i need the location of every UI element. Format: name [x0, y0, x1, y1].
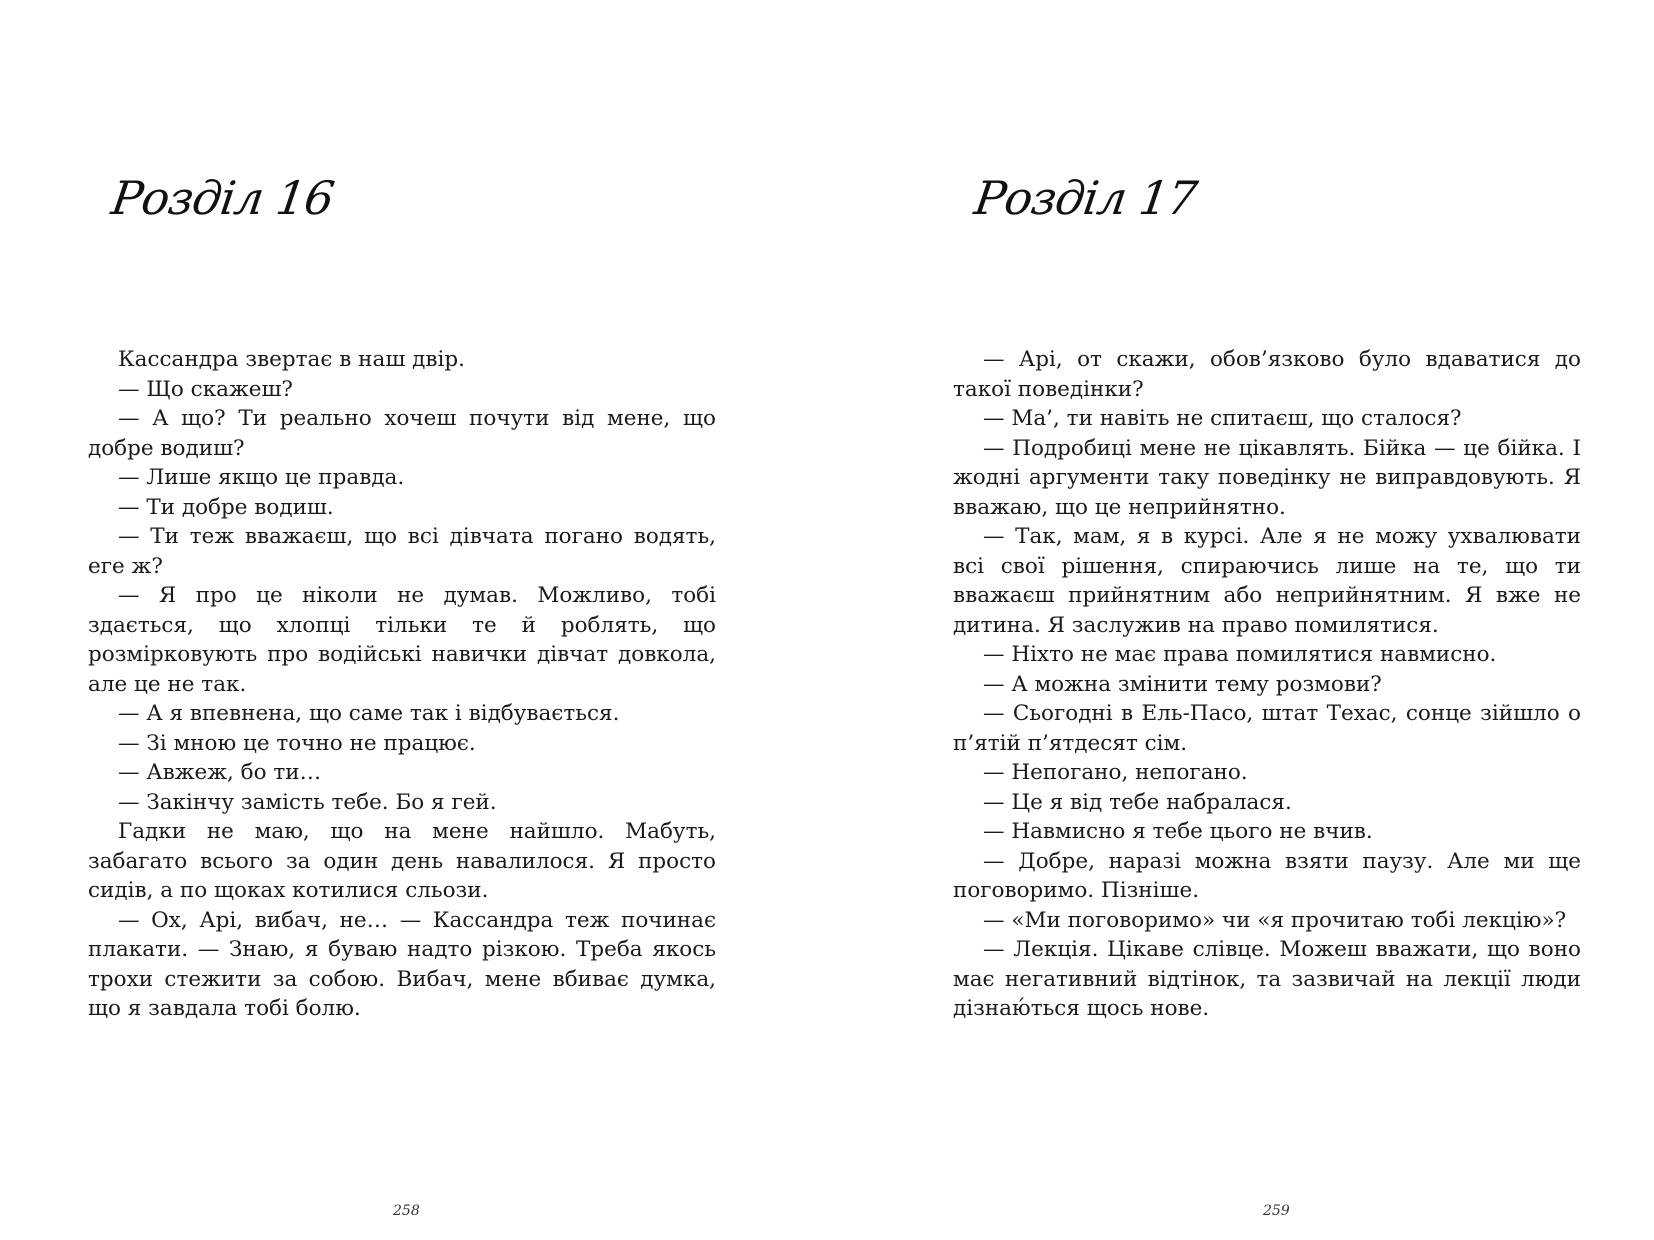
- paragraph: — Так, мам, я в курсі. Але я не можу ухвалювати всі свої рішення, спираючись лише на те, що ти вважаєш прийнятним або неприйнятним. Я вже не дитина. Я заслужив на право помилятися.: [953, 524, 1581, 638]
- paragraph: — Навмисно я тебе цього не вчив.: [983, 819, 1373, 844]
- paragraph: Кассандра звертає в наш двір.: [118, 347, 465, 372]
- page-number-left: 258: [393, 1203, 420, 1219]
- paragraph: — Зі мною це точно не працює.: [118, 730, 476, 756]
- chapter-title-right: Розділ 17: [971, 171, 1200, 225]
- paragraph: — Лекція. Цікаве слівце. Можеш вважати, що воно має негативний відтінок, та зазвичай на лекції люди дізнаю́ться щось нове.: [953, 937, 1581, 1021]
- paragraph: — Подробиці мене не цікавлять. Бійка — це бійка. І жодні аргументи таку поведінку не виправдовують. Я вважаю, що це неприйнятно.: [953, 435, 1581, 520]
- paragraph: — Добре, наразі можна взяти паузу. Але ми ще поговоримо. Пізніше.: [953, 848, 1581, 903]
- paragraph: — А можна змінити тему розмови?: [983, 671, 1382, 697]
- paragraph: — Ти теж вважаєш, що всі дівчата погано водять, еге ж?: [88, 524, 716, 579]
- left-page-text: [88, 345, 716, 1024]
- paragraph: — Лише якщо це правда.: [118, 465, 405, 490]
- right-page: [827, 0, 1654, 1240]
- paragraph: — Непогано, непогано.: [983, 760, 1248, 785]
- paragraph: — «Ми поговоримо» чи «я прочитаю тобі лекцію»?: [983, 907, 1567, 933]
- paragraph: — Я про це ніколи не думав. Можливо, тобі здається, що хлопці тільки те й роблять, що розмірковують про водійські навички дівчат довкола, але це не так.: [88, 583, 716, 697]
- paragraph: — Ніхто не має права помилятися навмисно.: [983, 642, 1497, 667]
- paragraph: Гадки не маю, що на мене найшло. Мабуть, забагато всього за один день навалилося. Я просто сидів, а по щоках котилися сльози.: [88, 819, 716, 903]
- paragraph: — Що скажеш?: [118, 376, 293, 402]
- paragraph: — Це я від тебе набралася.: [983, 789, 1292, 815]
- paragraph: — Ти добре водиш.: [118, 494, 334, 520]
- paragraph: — Авжеж, бо ти…: [118, 760, 322, 785]
- paragraph: — Ма’, ти навіть не спитаєш, що сталося?: [983, 406, 1462, 431]
- page-number-right: 259: [1263, 1203, 1290, 1219]
- paragraph: — А я впевнена, що саме так і відбувається.: [118, 701, 620, 726]
- paragraph: — Арі, от скажи, обов’язково було вдаватися до такої поведінки?: [953, 347, 1581, 402]
- paragraph: — Закінчу замість тебе. Бо я гей.: [118, 789, 497, 815]
- paragraph: — А що? Ти реально хочеш почути від мене, що добре водиш?: [88, 406, 716, 461]
- paragraph: — Сьогодні в Ель-Пасо, штат Техас, сонце зійшло о п’ятій п’ятдесят сім.: [953, 701, 1581, 756]
- paragraph: — Ох, Арі, вибач, не… — Кассандра теж починає плакати. — Знаю, я буваю надто різкою. Треба якось трохи стежити за собою. Вибач, мене вбиває думка, що я завдала тобі болю.: [88, 907, 716, 1021]
- right-page-text: [953, 345, 1581, 1024]
- chapter-title-left: Розділ 16: [108, 171, 337, 225]
